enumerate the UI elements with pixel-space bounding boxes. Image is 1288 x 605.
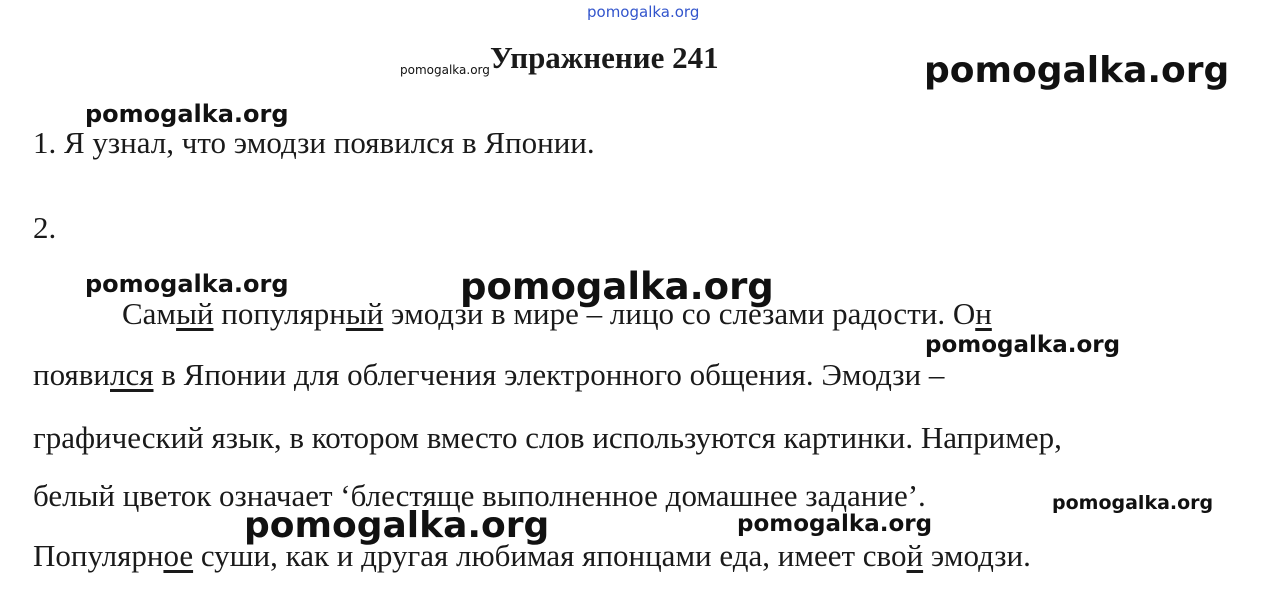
watermark-medium: pomogalka.org bbox=[85, 270, 289, 298]
watermark-large: pomogalka.org bbox=[460, 265, 774, 308]
text-line-2: появился в Японии для облегчения электронного общения. Эмодзи – bbox=[33, 357, 945, 392]
watermark-small: pomogalka.org bbox=[400, 63, 490, 77]
watermark-medium: pomogalka.org bbox=[737, 511, 933, 537]
text-line-5: Популярное суши, как и другая любимая японцами еда, имеет свой эмодзи. bbox=[33, 538, 1031, 573]
answer-number-2: 2. bbox=[33, 210, 57, 245]
underlined-ending: н bbox=[975, 296, 992, 331]
underlined-ending: ый bbox=[345, 296, 384, 331]
watermark-top: pomogalka.org bbox=[587, 3, 700, 21]
underlined-ending: лся bbox=[110, 357, 154, 392]
underlined-ending: ое bbox=[163, 538, 194, 573]
exercise-title: Упражнение 241 bbox=[490, 40, 719, 75]
watermark-large: pomogalka.org bbox=[924, 50, 1230, 91]
answer-sentence-1: 1. Я узнал, что эмодзи появился в Японии. bbox=[33, 125, 595, 160]
underlined-ending: ый bbox=[176, 296, 214, 331]
watermark-medium: pomogalka.org bbox=[85, 100, 289, 128]
text-line-1: Самый популярный эмодзи в мире – лицо со слезами радости. Он bbox=[122, 296, 992, 331]
watermark-large: pomogalka.org bbox=[244, 505, 550, 546]
text-line-3: графический язык, в котором вместо слов используются картинки. Например, bbox=[33, 420, 1062, 455]
underlined-ending: й bbox=[906, 538, 924, 573]
watermark-small: pomogalka.org bbox=[1052, 492, 1214, 514]
watermark-medium: pomogalka.org bbox=[925, 332, 1121, 358]
text-line-4: белый цветок означает ‘блестяще выполненное домашнее задание’. bbox=[33, 478, 926, 513]
